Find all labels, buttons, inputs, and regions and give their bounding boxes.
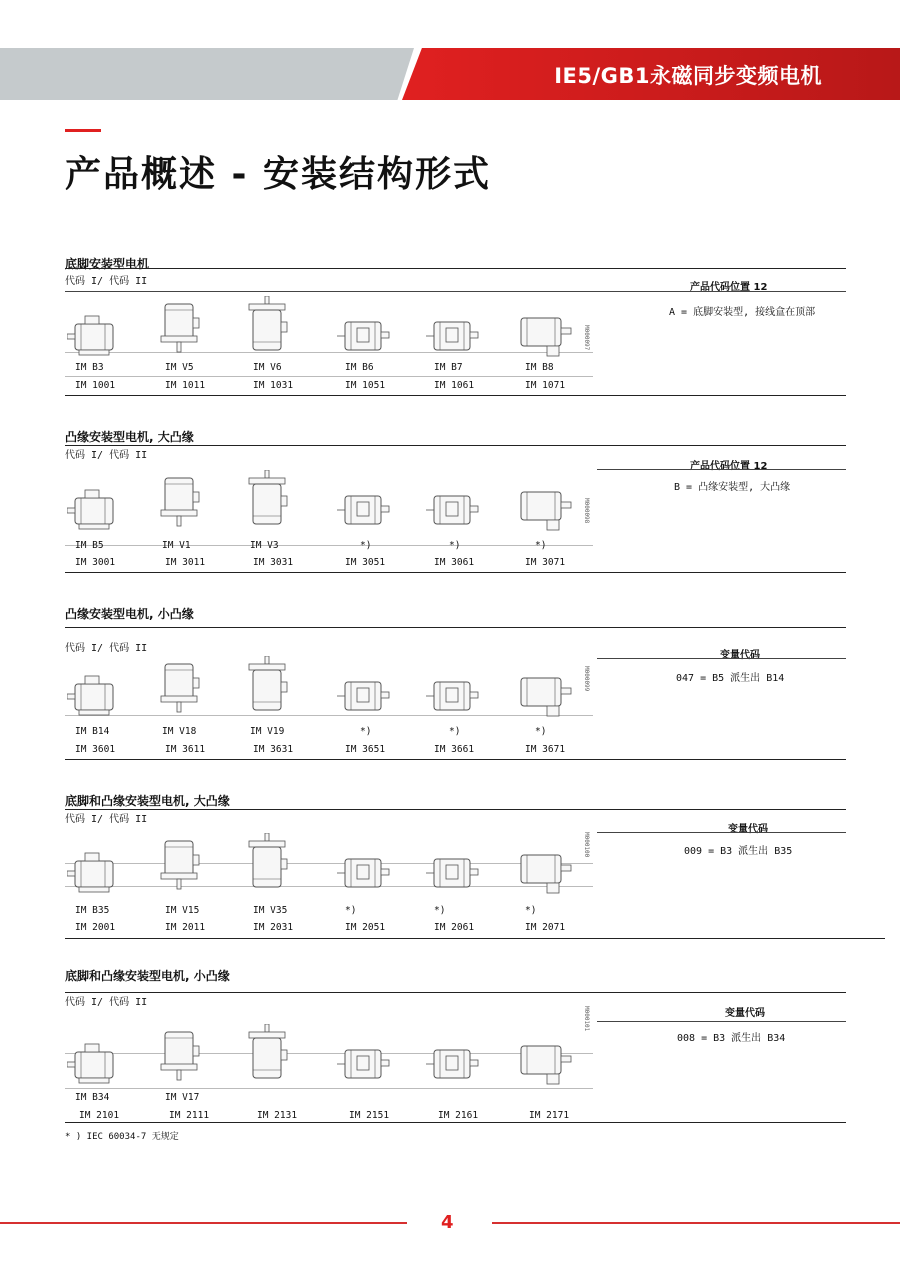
guide-line bbox=[65, 715, 593, 716]
mounting-code-i: *) bbox=[449, 726, 461, 737]
horizontal-motor-icon bbox=[67, 1042, 127, 1092]
right-header-rule bbox=[597, 658, 846, 659]
mounting-code-ii: IM 3631 bbox=[253, 744, 294, 755]
section-bottom-rule bbox=[65, 759, 846, 760]
right-header-rule bbox=[597, 291, 846, 292]
mounting-code-ii: IM 2031 bbox=[253, 922, 294, 933]
section-title: 底脚和凸缘安装型电机, 大凸缘 bbox=[65, 794, 230, 808]
mounting-code-ii: IM 2071 bbox=[525, 922, 566, 933]
mounting-code-ii: IM 3031 bbox=[253, 557, 294, 568]
mounting-code-ii: IM 1031 bbox=[253, 380, 294, 391]
ceiling-mount-motor-icon bbox=[517, 674, 573, 724]
variant-note: A = 底脚安装型, 接线盒在顶部 bbox=[669, 307, 816, 318]
section-bottom-rule bbox=[65, 1122, 846, 1123]
mounting-code-ii: IM 2001 bbox=[75, 922, 116, 933]
right-column-header: 变量代码 bbox=[728, 824, 768, 835]
mounting-code-i: *) bbox=[434, 905, 446, 916]
mounting-code-ii: IM 2061 bbox=[434, 922, 475, 933]
wall-mount-motor-icon bbox=[337, 314, 393, 362]
guide-line bbox=[65, 1088, 593, 1089]
code-header: 代码 I/ 代码 II bbox=[65, 997, 148, 1008]
wall-mount-motor-icon bbox=[426, 488, 482, 536]
mounting-code-i: IM V3 bbox=[250, 540, 279, 551]
mounting-code-i: *) bbox=[360, 540, 372, 551]
page-title: 产品概述 - 安装结构形式 bbox=[65, 154, 492, 195]
mounting-code-ii: IM 3611 bbox=[165, 744, 206, 755]
section-bottom-rule bbox=[65, 395, 846, 396]
mounting-code-ii: IM 2051 bbox=[345, 922, 386, 933]
section-bottom-rule bbox=[65, 572, 846, 573]
mounting-code-i: IM V35 bbox=[253, 905, 288, 916]
ceiling-mount-motor-icon bbox=[517, 314, 573, 364]
guide-line bbox=[65, 1053, 593, 1054]
code-header: 代码 I/ 代码 II bbox=[65, 450, 148, 461]
mounting-code-i: IM B6 bbox=[345, 362, 374, 373]
guide-line bbox=[65, 863, 593, 864]
guide-line bbox=[65, 376, 593, 377]
code-header-rule bbox=[65, 291, 597, 292]
section-top-rule bbox=[65, 809, 846, 810]
mounting-code-ii: IM 3651 bbox=[345, 744, 386, 755]
mounting-code-ii: IM 2161 bbox=[438, 1110, 479, 1121]
right-column-header: 产品代码位置 12 bbox=[690, 461, 768, 472]
mounting-code-i: IM V1 bbox=[162, 540, 191, 551]
mounting-code-i: *) bbox=[449, 540, 461, 551]
page-number: 4 bbox=[441, 1212, 454, 1233]
title-accent-bar bbox=[65, 129, 101, 132]
horizontal-motor-icon bbox=[67, 314, 127, 364]
mounting-code-ii: IM 1061 bbox=[434, 380, 475, 391]
code-header: 代码 I/ 代码 II bbox=[65, 643, 148, 654]
vertical-motor-icon bbox=[157, 833, 201, 897]
mounting-code-ii: IM 2101 bbox=[79, 1110, 120, 1121]
mounting-code-i: IM B14 bbox=[75, 726, 110, 737]
vertical-shaft-up-motor-icon bbox=[245, 296, 289, 360]
vertical-shaft-up-motor-icon bbox=[245, 470, 289, 534]
mounting-code-i: *) bbox=[525, 905, 537, 916]
mounting-code-ii: IM 3671 bbox=[525, 744, 566, 755]
right-column-header: 变量代码 bbox=[725, 1008, 765, 1019]
section-top-rule bbox=[65, 992, 846, 993]
mounting-code-ii: IM 1051 bbox=[345, 380, 386, 391]
footnote: * ) IEC 60034-7 无规定 bbox=[65, 1132, 179, 1142]
vertical-shaft-up-motor-icon bbox=[245, 656, 289, 720]
variant-note: 008 = B3 派生出 B34 bbox=[677, 1033, 786, 1044]
drawing-code-label: M000098 bbox=[583, 498, 590, 524]
mounting-code-i: IM B35 bbox=[75, 905, 110, 916]
guide-line bbox=[65, 545, 593, 546]
mounting-code-ii: IM 3011 bbox=[165, 557, 206, 568]
right-header-rule bbox=[597, 1021, 846, 1022]
ceiling-mount-motor-icon bbox=[517, 488, 573, 538]
mounting-code-i: IM V19 bbox=[250, 726, 285, 737]
section-title: 凸缘安装型电机, 小凸缘 bbox=[65, 607, 194, 621]
mounting-code-i: IM V17 bbox=[165, 1092, 200, 1103]
mounting-code-ii: IM 3061 bbox=[434, 557, 475, 568]
section-title: 凸缘安装型电机, 大凸缘 bbox=[65, 430, 194, 444]
mounting-code-ii: IM 2151 bbox=[349, 1110, 390, 1121]
mounting-code-i: IM B3 bbox=[75, 362, 104, 373]
right-header-rule bbox=[597, 469, 846, 470]
mounting-code-ii: IM 1011 bbox=[165, 380, 206, 391]
mounting-code-i: *) bbox=[535, 540, 547, 551]
variant-note: 009 = B3 派生出 B35 bbox=[684, 846, 793, 857]
mounting-code-i: *) bbox=[345, 905, 357, 916]
ceiling-mount-motor-icon bbox=[517, 851, 573, 901]
mounting-code-i: IM V6 bbox=[253, 362, 282, 373]
wall-mount-motor-icon bbox=[337, 851, 393, 899]
wall-mount-motor-icon bbox=[426, 314, 482, 362]
mounting-code-i: IM B34 bbox=[75, 1092, 110, 1103]
vertical-shaft-up-motor-icon bbox=[245, 1024, 289, 1088]
mounting-code-i: *) bbox=[535, 726, 547, 737]
mounting-code-i: IM V5 bbox=[165, 362, 194, 373]
right-column-header: 变量代码 bbox=[720, 650, 760, 661]
section-bottom-rule bbox=[65, 938, 885, 939]
right-header-rule bbox=[597, 832, 846, 833]
wall-mount-motor-icon bbox=[337, 1042, 393, 1090]
mounting-code-i: IM B5 bbox=[75, 540, 104, 551]
wall-mount-motor-icon bbox=[337, 488, 393, 536]
wall-mount-motor-icon bbox=[426, 1042, 482, 1090]
mounting-code-ii: IM 2011 bbox=[165, 922, 206, 933]
mounting-code-ii: IM 3661 bbox=[434, 744, 475, 755]
mounting-code-ii: IM 1071 bbox=[525, 380, 566, 391]
wall-mount-motor-icon bbox=[426, 674, 482, 722]
mounting-code-ii: IM 2131 bbox=[257, 1110, 298, 1121]
horizontal-motor-icon bbox=[67, 488, 127, 538]
guide-line bbox=[65, 886, 593, 887]
mounting-code-ii: IM 2171 bbox=[529, 1110, 570, 1121]
section-title: 底脚和凸缘安装型电机, 小凸缘 bbox=[65, 969, 230, 983]
drawing-code-label: M000100 bbox=[583, 832, 590, 858]
horizontal-motor-icon bbox=[67, 851, 127, 901]
mounting-code-i: IM B8 bbox=[525, 362, 554, 373]
code-header: 代码 I/ 代码 II bbox=[65, 814, 148, 825]
mounting-code-i: IM B7 bbox=[434, 362, 463, 373]
right-column-header: 产品代码位置 12 bbox=[690, 282, 768, 293]
section-top-rule bbox=[65, 627, 846, 628]
code-header: 代码 I/ 代码 II bbox=[65, 276, 148, 287]
mounting-code-ii: IM 3051 bbox=[345, 557, 386, 568]
header-gray-band bbox=[0, 48, 414, 100]
section-top-rule bbox=[65, 268, 846, 269]
footer-line-right bbox=[492, 1222, 900, 1224]
variant-note: 047 = B5 派生出 B14 bbox=[676, 673, 785, 684]
guide-line bbox=[65, 352, 593, 353]
vertical-motor-icon bbox=[157, 470, 201, 534]
header-title: IE5/GB1永磁同步变频电机 bbox=[554, 64, 822, 88]
vertical-motor-icon bbox=[157, 656, 201, 720]
mounting-code-i: IM V18 bbox=[162, 726, 197, 737]
footer-line-left bbox=[0, 1222, 407, 1224]
variant-note: B = 凸缘安装型, 大凸缘 bbox=[674, 482, 791, 493]
mounting-code-i: *) bbox=[360, 726, 372, 737]
vertical-shaft-up-motor-icon bbox=[245, 833, 289, 897]
mounting-code-ii: IM 3001 bbox=[75, 557, 116, 568]
wall-mount-motor-icon bbox=[426, 851, 482, 899]
section-title: 底脚安装型电机 bbox=[65, 257, 150, 271]
horizontal-motor-icon bbox=[67, 674, 127, 724]
drawing-code-label: M000099 bbox=[583, 666, 590, 692]
vertical-motor-icon bbox=[157, 296, 201, 360]
mounting-code-ii: IM 1001 bbox=[75, 380, 116, 391]
drawing-code-label: M000097 bbox=[583, 325, 590, 351]
section-top-rule bbox=[65, 445, 846, 446]
drawing-code-label: M000101 bbox=[583, 1006, 590, 1032]
mounting-code-ii: IM 2111 bbox=[169, 1110, 210, 1121]
mounting-code-ii: IM 3071 bbox=[525, 557, 566, 568]
ceiling-mount-motor-icon bbox=[517, 1042, 573, 1092]
mounting-code-ii: IM 3601 bbox=[75, 744, 116, 755]
wall-mount-motor-icon bbox=[337, 674, 393, 722]
mounting-code-i: IM V15 bbox=[165, 905, 200, 916]
vertical-motor-icon bbox=[157, 1024, 201, 1088]
